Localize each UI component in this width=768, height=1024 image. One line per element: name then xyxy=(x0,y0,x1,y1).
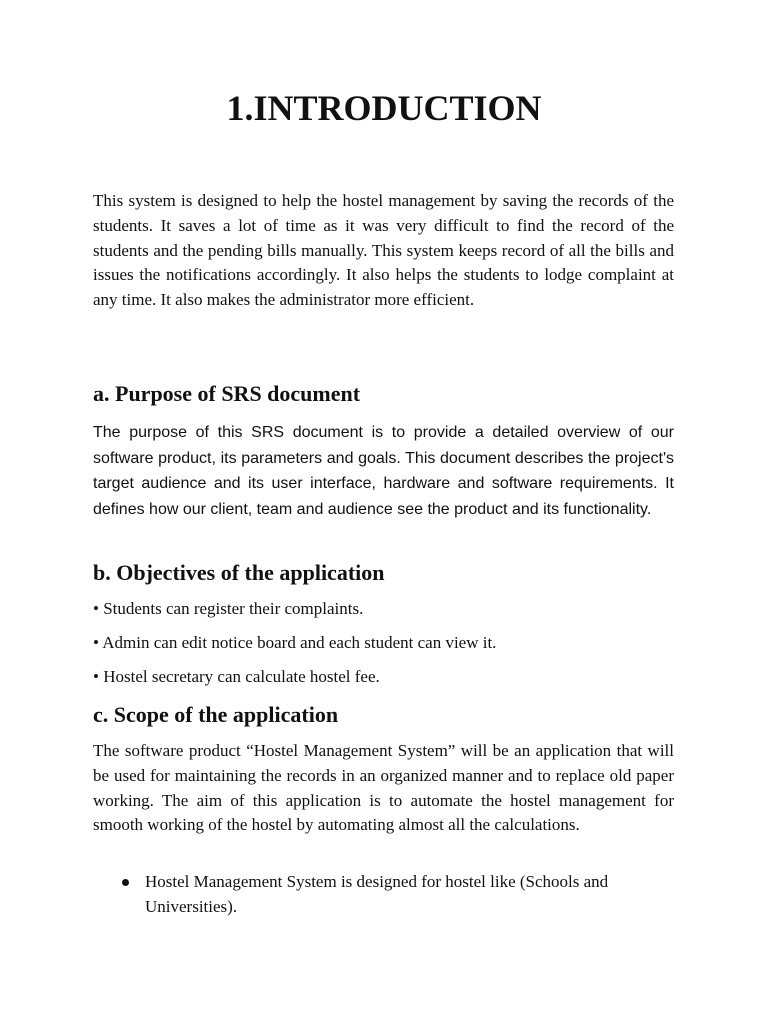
intro-paragraph: This system is designed to help the hostel management by saving the records of the students. It saves a lot of time as it was very difficult to find the record of the students and the pending bills manually. This system keeps record of all the bills and issues the notifications accordingly. It also helps the students to lodge complaint at any time. It also makes the administrator more efficient. xyxy=(93,191,674,310)
objective-item: • Admin can edit notice board and each student can view it. xyxy=(93,633,497,652)
objective-item: • Students can register their complaints. xyxy=(93,599,364,618)
objectives-heading: b. Objectives of the application xyxy=(93,560,385,585)
scope-list-item xyxy=(93,870,674,919)
scope-list-item-text: Hostel Management System is designed for hostel like (Schools and Universities). xyxy=(145,872,609,916)
objective-item: • Hostel secretary can calculate hostel fee. xyxy=(93,667,380,686)
bullet-dot-icon xyxy=(122,879,129,886)
purpose-heading: a. Purpose of SRS document xyxy=(93,381,361,406)
purpose-paragraph: The purpose of this SRS document is to provide a detailed overview of our software product, its parameters and goals. This document describes the project's target audience and its user interface, hardware and software requirements. It defines how our client, team and audience see the product and its functionality. xyxy=(93,424,674,518)
page-title: 1.INTRODUCTION xyxy=(226,88,542,128)
scope-paragraph: The software product “Hostel Management System” will be an application that will be used for maintaining the records in an organized manner and to replace old paper working. The aim of this application is to automate the hostel management for smooth working of the hostel by automating almost all the calculations. xyxy=(93,741,674,835)
scope-heading: c. Scope of the application xyxy=(93,702,339,727)
